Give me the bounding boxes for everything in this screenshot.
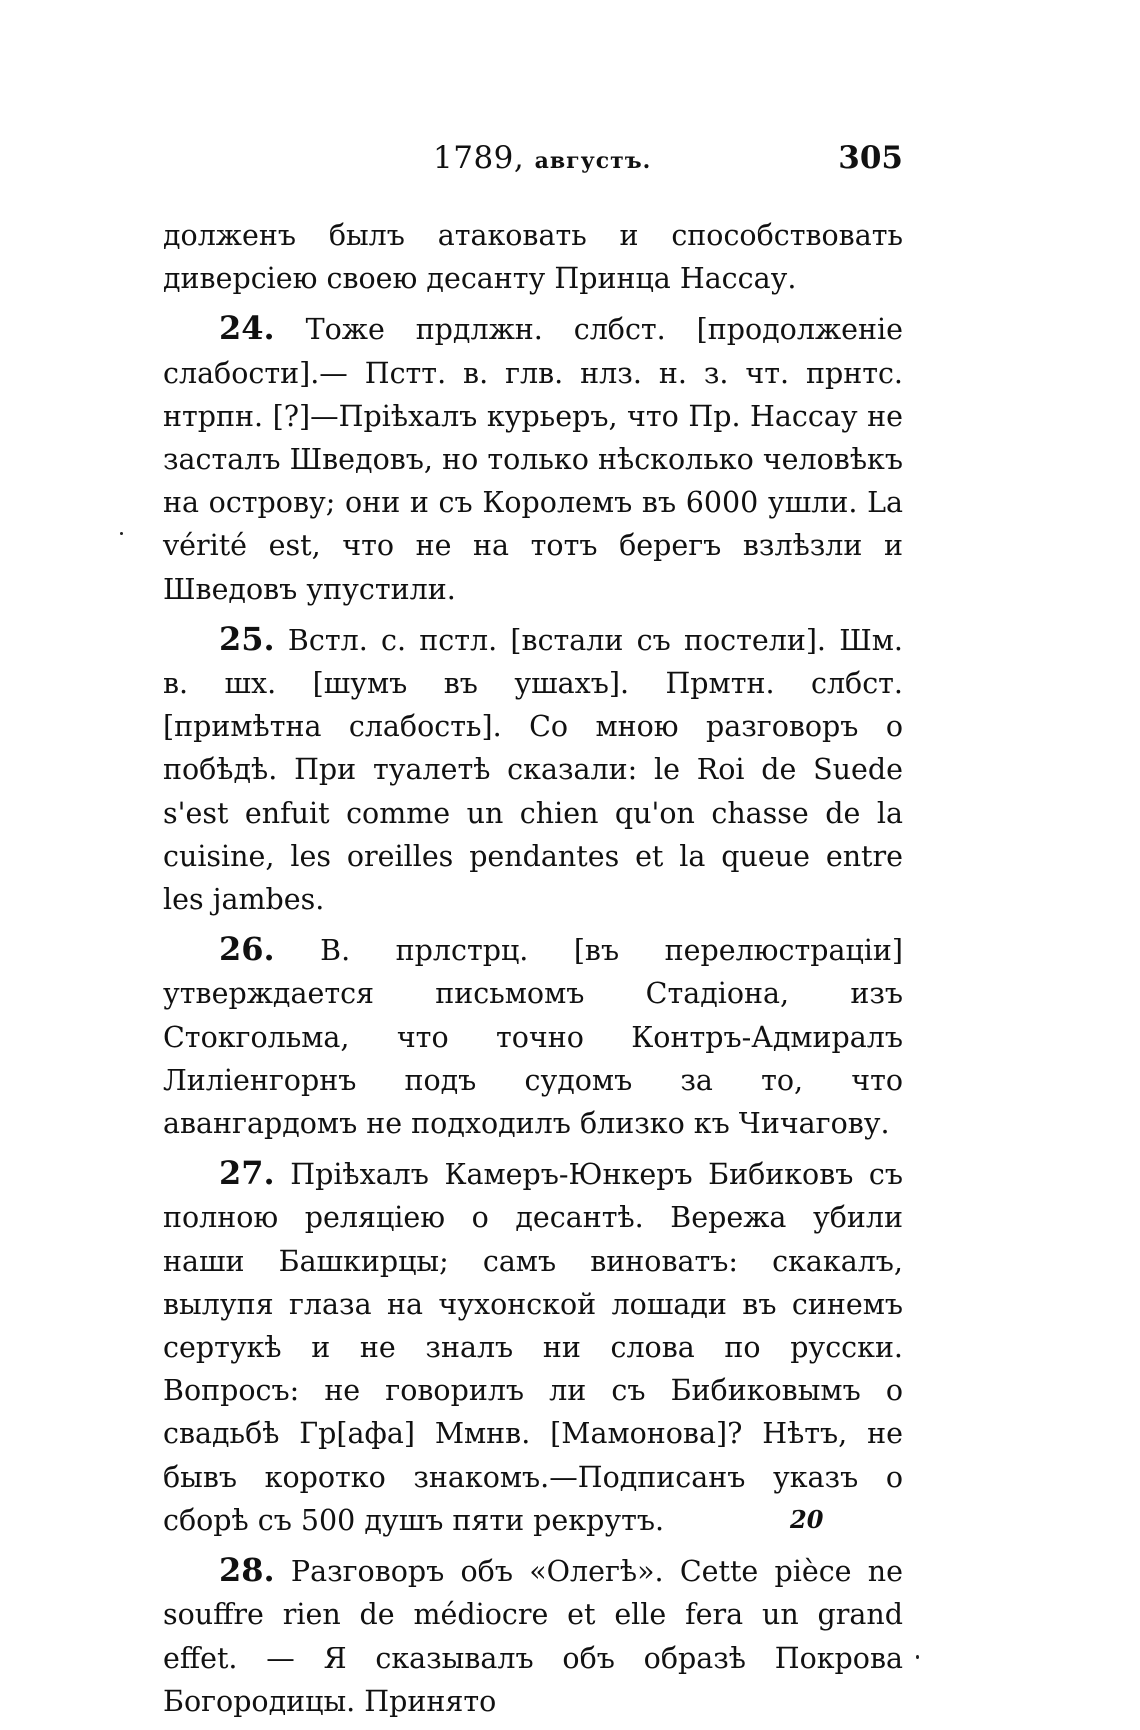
print-speck xyxy=(916,1655,919,1659)
diary-entry-28 xyxy=(163,1549,903,1723)
entry-number: 28. xyxy=(219,1551,275,1590)
page-body xyxy=(163,214,903,1730)
entry-text: Тоже прдлжн. слбст. [продолженіе слабости].— Пстт. в. глв. нлз. н. з. чт. прнтс. нтрпн. [?]—Пріѣхалъ курьеръ, что Пр. Нассау не засталъ Шведовъ, но только нѣсколько человѣкъ на острову; они и съ Королемъ въ 6000 ушли. La vérité est, что не на тотъ берегъ взлѣзли и Шведовъ упустили. xyxy=(163,313,904,606)
entry-number: 27. xyxy=(219,1154,275,1193)
diary-entry-24 xyxy=(163,307,903,610)
entry-number: 26. xyxy=(219,930,275,969)
signature-mark: 20 xyxy=(790,1505,824,1534)
entry-text: Разговоръ объ «Олегѣ». Cette pièce ne souffre rien de médiocre et elle fera un grand effet. — Я сказывалъ объ образѣ Покрова Богородицы. Принято xyxy=(163,1555,903,1718)
entry-text: В. прлстрц. [въ перелюстраціи] утверждается письмомъ Стадіона, изъ Стокгольма, что точно Контръ-Адмиралъ Лиліенгорнъ подъ судомъ за то, что авангардомъ не подходилъ близко къ Чичагову. xyxy=(163,934,903,1141)
header-year: 1789, xyxy=(433,140,525,176)
diary-entry-25 xyxy=(163,618,903,921)
paragraph-continuation xyxy=(163,214,903,300)
running-header xyxy=(163,140,903,184)
entry-number: 25. xyxy=(219,619,275,658)
entry-text: Встл. с. пстл. [встали съ постели]. Шм. в. шх. [шумъ въ ушахъ]. Прмтн. слбст. [примѣтна слабость]. Со мною разговоръ о побѣдѣ. При туалетѣ сказали: le Roi de Suede s'est enfuit comme un chien qu'on chasse de la cuisine, les oreilles pendantes et la queue entre les jambes. xyxy=(163,623,903,917)
header-month: августъ. xyxy=(534,148,652,174)
entry-number: 24. xyxy=(219,309,275,348)
diary-entry-27 xyxy=(163,1152,903,1542)
entry-text: Пріѣхалъ Камеръ-Юнкеръ Бибиковъ съ полною реляціею о десантѣ. Вережа убили наши Башкирцы; самъ виноватъ: скакалъ, вылупя глаза на чухонской лошади въ синемъ сертукѣ и не зналъ ни слова по русски. Вопросъ: не говорилъ ли съ Бибиковымъ о свадьбѣ Гр[афа] Ммнв. [Мамонова]? Нѣтъ, не бывъ коротко знакомъ.—Подписанъ указъ о сборѣ съ 500 душъ пяти рекрутъ. xyxy=(163,1158,904,1537)
paragraph-text: долженъ былъ атаковать и способствовать диверсіею своею десанту Принца Нассау. xyxy=(163,219,903,296)
print-speck xyxy=(120,532,123,535)
page-number: 305 xyxy=(838,140,903,176)
diary-entry-26 xyxy=(163,928,903,1145)
header-title xyxy=(433,140,651,176)
